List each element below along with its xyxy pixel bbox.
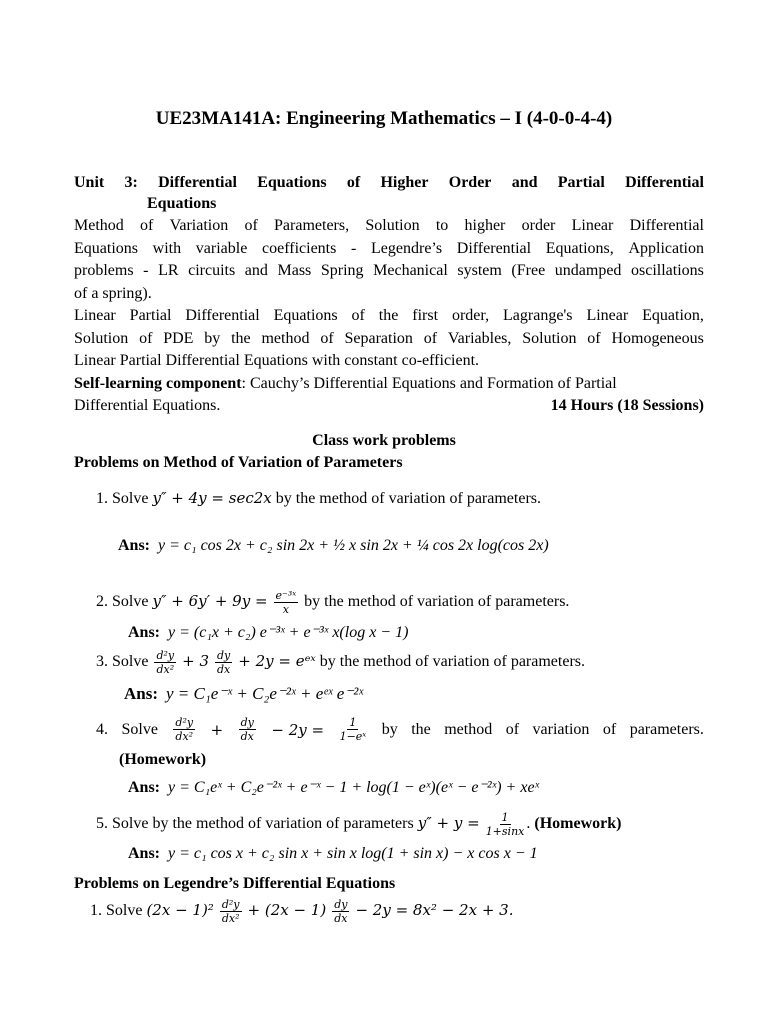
fraction-denominator: dx (217, 663, 231, 676)
problem-suffix: by the method of variation of parameters. (319, 653, 585, 671)
word: order, (451, 307, 490, 324)
word: Partial (129, 307, 172, 324)
problem-2 (96, 590, 569, 615)
syllabus-line: Linear Partial Differential Equations with constant co-efficient. (74, 352, 480, 369)
problem-number: 2. (96, 593, 108, 611)
problem-equation: y″ + 6y′ + 9y = (152, 592, 268, 611)
fraction-denominator: dx (334, 912, 348, 925)
word: of (423, 329, 438, 347)
problem-number: 4. (96, 720, 108, 738)
unit-word: Partial (557, 174, 605, 191)
answer-label: Ans: (124, 684, 159, 703)
legendre-problem-1 (90, 899, 513, 924)
answer-2 (128, 622, 408, 642)
fraction (154, 650, 176, 675)
fraction-denominator: dx² (156, 663, 175, 676)
word: by (204, 329, 221, 347)
unit-word: Order (448, 174, 492, 191)
answer-3 (124, 684, 363, 704)
syllabus-line (74, 215, 704, 238)
word: Linear (586, 307, 629, 324)
word: Solution (74, 329, 129, 347)
unit-heading-line2: Equations (147, 195, 217, 212)
answer-label: Ans: (128, 845, 161, 862)
word: Differential (456, 239, 532, 257)
word: Separation (344, 329, 413, 347)
answer-4 (128, 777, 539, 797)
problem-5: 5. Solve by the method of variation of parameters y″ + y = $\frac{1}{1+\sin x}$ . (Homework) (96, 811, 622, 838)
problem-suffix-word: variation (532, 720, 590, 738)
problem-number: 1. (96, 490, 108, 507)
problem-prefix: Solve (121, 720, 158, 738)
problem-equation: y″ + y = (417, 814, 480, 833)
fraction (486, 812, 525, 837)
word: Method (74, 217, 124, 234)
problem-suffix-word: parameters. (629, 720, 704, 738)
unit-word: 3: (124, 174, 138, 191)
word: of (351, 307, 365, 324)
word: of (587, 329, 601, 347)
answer-expression: y = C₁e⁻ˣ + C₂e⁻²ˣ + eᵉˣ e⁻²ˣ (166, 684, 364, 703)
unit-word: Higher (380, 174, 429, 191)
unit-heading (74, 172, 704, 214)
unit-word: Unit (74, 174, 105, 191)
word: first (412, 307, 439, 324)
fraction-numerator: dy (240, 716, 254, 729)
word: Equations (273, 307, 338, 324)
fraction-denominator: 1+sinx (485, 825, 525, 838)
problem-equation: (2x − 1)² (146, 901, 214, 920)
word: method (261, 329, 310, 347)
word: PDE (163, 329, 194, 347)
word: - (143, 262, 149, 279)
word: LR (158, 262, 179, 279)
answer-label: Ans: (128, 624, 161, 641)
self-learning-last-line (74, 395, 704, 418)
fraction (340, 717, 367, 742)
word: with (152, 239, 182, 257)
word: Differential (629, 217, 704, 234)
fraction-denominator: dx² (175, 730, 194, 743)
word: Legendre’s (371, 239, 443, 257)
fraction-numerator: e⁻³ˣ (275, 589, 297, 602)
word: higher (464, 217, 506, 234)
homework-label-5: (Homework) (534, 815, 622, 833)
self-learning-label: Self-learning component (74, 374, 242, 392)
problem-number: 1. (90, 902, 102, 920)
word: the (378, 307, 399, 324)
problem-prefix: Solve (106, 902, 143, 920)
problem-suffix-word: by (381, 720, 398, 738)
problem-operator: + 3 (182, 652, 210, 671)
problem-equation: + 2y = eᵉˣ (238, 652, 316, 671)
answer-1 (118, 537, 549, 555)
fraction-numerator: dy (334, 898, 348, 911)
problem-number: 3. (96, 653, 108, 671)
word: oscillations (631, 262, 704, 279)
answer-expression: y = (c₁x + c₂) e⁻³ˣ + e⁻³ˣ x(log x − 1) (168, 624, 409, 641)
fraction-numerator: d²y (156, 649, 175, 662)
word: Variation (169, 217, 229, 234)
word: Equations (74, 239, 138, 257)
problem-equation: y″ + 4y = sec2x (152, 489, 272, 507)
fraction (332, 899, 349, 924)
fraction-numerator: d²y (221, 898, 240, 911)
answer-expression: y = c₁ cos 2x + c₂ sin 2x + ½ x sin 2x + ¼ cos 2x log(cos 2x) (158, 537, 549, 554)
fraction (173, 717, 195, 742)
fraction (215, 650, 232, 675)
word: Spring (320, 262, 364, 279)
word: undamped (554, 262, 622, 279)
answer-label: Ans: (118, 537, 151, 554)
word: of (244, 217, 258, 234)
problem-prefix: Solve (112, 653, 149, 671)
self-learning-text: : Cauchy’s Differential Equations and Formation of Partial (241, 374, 617, 392)
unit-word: of (346, 174, 361, 191)
problem-prefix: Solve (112, 593, 149, 611)
syllabus-line (74, 328, 704, 351)
section-heading-variation: Problems on Method of Variation of Parameters (74, 454, 403, 471)
problem-equation: − 2y = (271, 720, 325, 739)
answer-expression: y = C₁eˣ + C₂e⁻²ˣ + e⁻ˣ − 1 + log(1 − eˣ)(eˣ − e⁻²ˣ) + xeˣ (168, 779, 540, 796)
fraction-numerator: 1 (501, 811, 509, 824)
syllabus-line: of a spring). (74, 284, 152, 302)
word: Lagrange's (503, 307, 573, 324)
word: Mass (277, 262, 312, 279)
unit-heading-line1 (74, 172, 704, 193)
word: (Free (511, 262, 546, 279)
answer-expression: y = c₁ cos x + c₂ sin x + sin x log(1 + sin x) − x cos x − 1 (168, 845, 538, 862)
syllabus-line (74, 305, 704, 328)
word: to (435, 217, 449, 234)
answer-label: Ans: (128, 779, 161, 796)
problem-number: 5. (96, 815, 108, 833)
syllabus-line (74, 238, 704, 261)
word: circuits (188, 262, 236, 279)
fraction-denominator: dx² (221, 912, 240, 925)
word: of (140, 217, 154, 234)
fraction-numerator: dy (217, 649, 231, 662)
word: the (231, 329, 251, 347)
hours-label: 14 Hours (18 Sessions) (550, 397, 704, 414)
fraction-numerator: d²y (175, 716, 194, 729)
unit-word: Differential (158, 174, 237, 191)
word: coefficients (262, 239, 337, 257)
problem-suffix-word: of (505, 720, 520, 738)
fraction-numerator: 1 (349, 716, 357, 729)
word: Solution (365, 217, 420, 234)
problem-suffix: by the method of variation of parameters. (275, 490, 541, 507)
unit-word: and (511, 174, 538, 191)
word: Parameters, (274, 217, 350, 234)
homework-label-4: (Homework) (119, 751, 207, 768)
problem-prefix: Solve by the method of variation of parameters (112, 815, 414, 833)
problem-suffix: by the method of variation of parameters. (304, 593, 570, 611)
word: Variables, (447, 329, 512, 347)
word: Mechanical (373, 262, 448, 279)
word: Equations, (545, 239, 614, 257)
problem-suffix-word: the (411, 720, 431, 738)
word: problems (74, 262, 134, 279)
class-work-heading: Class work problems (312, 432, 456, 449)
word: Differential (185, 307, 260, 324)
problem-equation: − 2y = 8x² − 2x + 3. (355, 901, 514, 920)
answer-5 (128, 845, 538, 863)
course-title: UE23MA141A: Engineering Mathematics – I (4-0-0-4-4) (155, 108, 613, 129)
fraction (274, 590, 299, 615)
unit-word: Equations (257, 174, 327, 191)
self-learning-line (74, 373, 704, 396)
word: and (244, 262, 268, 279)
word: - (351, 239, 357, 257)
word: Homogeneous (611, 329, 704, 347)
syllabus-paragraph-1 (74, 215, 704, 418)
section-heading-legendre: Problems on Legendre’s Differential Equations (74, 875, 396, 892)
self-learning-last: Differential Equations. (74, 397, 221, 414)
word: Equation, (642, 307, 704, 324)
word: of (139, 329, 153, 347)
unit-word: Differential (625, 174, 704, 191)
word: Linear (74, 307, 116, 324)
problem-4 (96, 717, 704, 742)
problem-suffix-word: of (602, 720, 617, 738)
fraction-denominator: 1−eˣ (339, 730, 367, 743)
problem-suffix-word: method (444, 720, 493, 738)
fraction-denominator: dx (240, 730, 254, 743)
problem-equation: + (2x − 1) (247, 901, 327, 920)
fraction (220, 899, 242, 924)
word: order (521, 217, 556, 234)
problem-3 (96, 650, 585, 675)
problem-prefix: Solve (112, 490, 149, 507)
fraction (239, 717, 256, 742)
fraction-denominator: x (282, 603, 289, 616)
word: of (320, 329, 334, 347)
word: variable (195, 239, 248, 257)
word: Application (628, 239, 704, 257)
syllabus-line (74, 260, 704, 283)
word: Linear (571, 217, 614, 234)
problem-operator: + (210, 720, 224, 739)
problem-1 (96, 489, 541, 508)
word: system (457, 262, 502, 279)
word: Solution (522, 329, 577, 347)
